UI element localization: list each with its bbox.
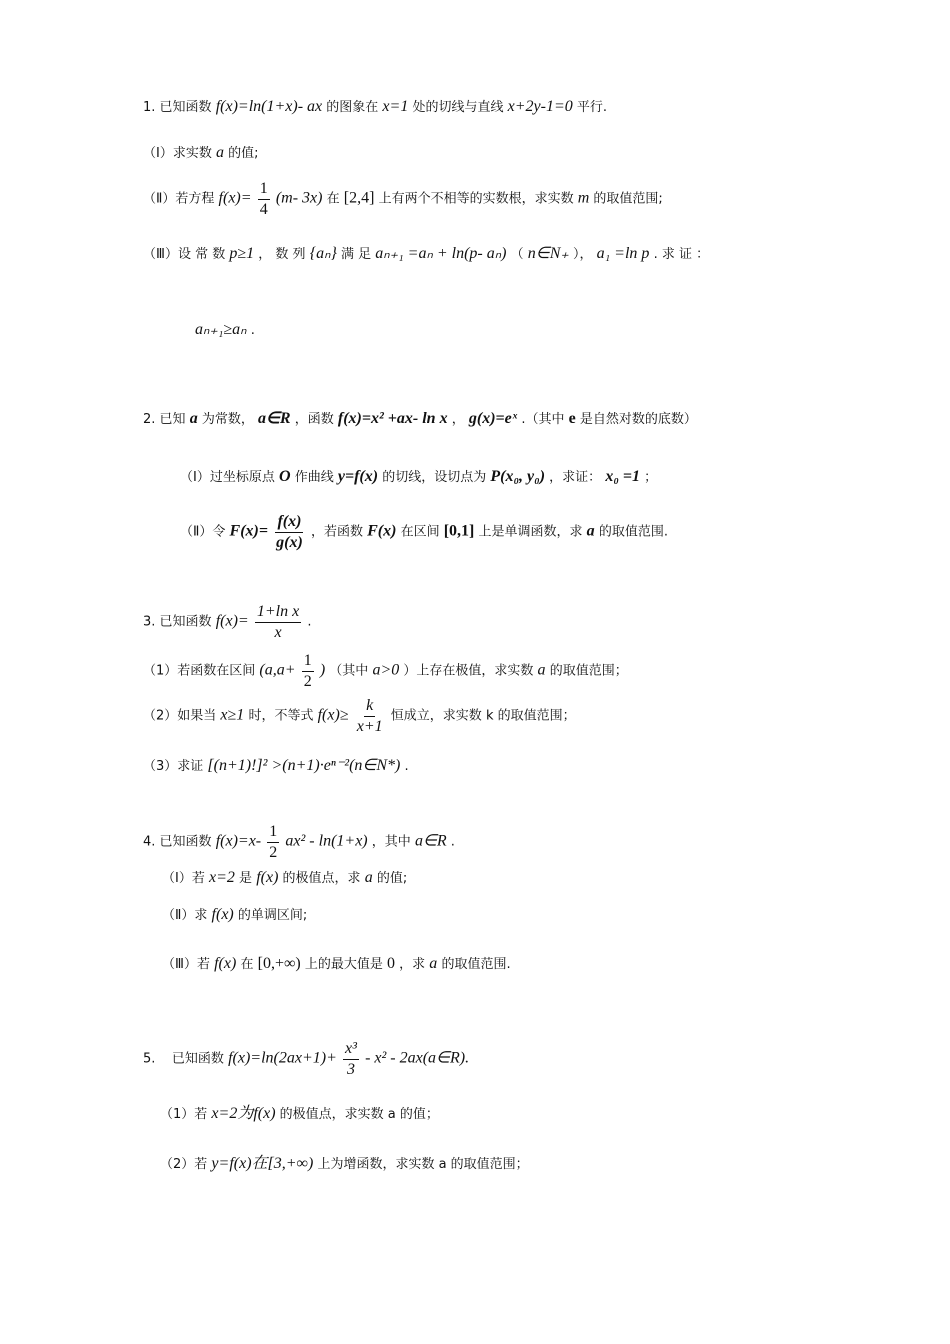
numerator: 1	[258, 180, 270, 200]
formula: aₙ₊₁≥aₙ	[195, 321, 247, 338]
formula: a	[189, 410, 198, 427]
formula: a∈R	[257, 410, 291, 427]
text: 上的最大值是	[304, 957, 383, 972]
text: 是自然对数的底数）	[579, 412, 697, 427]
formula: x=2	[208, 869, 235, 886]
formula: e	[568, 410, 576, 427]
text: 的取值范围；	[497, 708, 576, 724]
formula: y=f(x)在[3,+∞)	[211, 1155, 314, 1172]
text: .	[307, 614, 312, 630]
problem-4-part-2	[162, 907, 307, 923]
text: ，求证：	[549, 470, 602, 485]
text: 时，不等式	[248, 708, 314, 724]
formula: m	[577, 189, 590, 207]
text: ，函数	[294, 412, 334, 427]
formula: a₁ =ln p	[596, 245, 650, 262]
text: .（其中	[521, 412, 565, 427]
formula: f(x)=x-	[215, 832, 262, 850]
formula: [(n+1)!]² >(n+1)·eⁿ⁻²(n∈N*)	[207, 757, 401, 774]
text: （1）若	[160, 1107, 208, 1122]
text: 的单调区间;	[237, 908, 308, 923]
formula: f(x)=x² +ax- ln x	[337, 410, 448, 427]
problem-4-part-1	[162, 870, 407, 886]
text: 在区间	[400, 524, 440, 540]
numerator: 1	[302, 652, 314, 672]
text: 处的切线与直线	[412, 100, 504, 115]
fraction	[274, 513, 305, 551]
text: 的取值范围；	[549, 663, 628, 679]
text: 的取值范围;	[593, 191, 663, 207]
denominator: 2	[269, 843, 278, 861]
text: 为常数，	[201, 412, 254, 427]
text: （Ⅲ）设 常 数	[143, 247, 226, 262]
text: 的极值点，求实数 a 的值；	[279, 1107, 439, 1122]
problem-2-part-1	[180, 469, 657, 485]
text: 2. 已知	[143, 412, 186, 427]
formula: x≥1	[220, 706, 245, 724]
formula: a	[586, 522, 595, 540]
problem-3-part-3	[143, 758, 409, 774]
formula: a>0	[372, 661, 400, 679]
problem-4-stem	[143, 823, 455, 861]
formula: f(x)=ln(1+x)- ax	[215, 98, 323, 115]
fraction	[302, 652, 314, 690]
text: 4. 已知函数	[143, 834, 212, 850]
denominator: 2	[303, 672, 312, 690]
formula: g(x)=eˣ	[468, 410, 518, 427]
denominator: 3	[346, 1060, 355, 1078]
text: 的值;	[228, 146, 259, 161]
text: 作曲线	[294, 470, 334, 485]
text: （Ⅰ）求实数	[143, 146, 212, 161]
text: （Ⅲ）若	[162, 957, 210, 972]
text: 上为增函数，求实数 a 的取值范围；	[317, 1157, 529, 1172]
numerator: f(x)	[275, 513, 303, 533]
text: （	[510, 247, 524, 262]
text: .	[404, 759, 409, 774]
problem-5-stem	[143, 1040, 469, 1078]
formula: a	[537, 661, 546, 679]
formula: f(x)	[211, 906, 234, 923]
formula: n∈N₊	[527, 245, 569, 262]
text: 5. 已知函数	[143, 1051, 224, 1067]
problem-3-part-2	[143, 697, 576, 735]
formula: 0	[387, 955, 395, 972]
text: 恒成立，求实数	[390, 708, 482, 724]
fraction	[255, 603, 301, 641]
text: 是	[239, 871, 253, 886]
formula: x=1	[382, 98, 409, 115]
text: ，若函数	[310, 524, 363, 540]
text: 平行.	[576, 100, 608, 115]
formula: a	[429, 955, 438, 972]
text: 满 足	[341, 247, 372, 262]
text: ）上存在极值，求实数	[403, 663, 534, 679]
formula: x+2y-1=0	[507, 98, 573, 115]
text: （Ⅰ）过坐标原点	[180, 470, 275, 485]
text: k	[485, 708, 494, 724]
denominator: x	[274, 623, 282, 641]
text: 的图象在	[326, 100, 379, 115]
fraction	[258, 180, 270, 218]
text: ），	[572, 247, 593, 262]
formula: F(x)	[367, 522, 397, 540]
problem-3-stem	[143, 603, 311, 641]
formula: (a,a+	[259, 661, 296, 679]
text: ，其中	[371, 834, 411, 850]
formula: (m- 3x)	[275, 189, 323, 207]
problem-1-part-3	[143, 246, 709, 262]
text: 的值;	[376, 871, 408, 886]
fraction	[267, 823, 279, 861]
text: 上是单调函数，求	[478, 524, 583, 540]
formula: f(x)	[214, 955, 237, 972]
text: 的取值范围.	[441, 957, 511, 972]
text: （Ⅰ）若	[162, 871, 205, 886]
fraction	[355, 697, 385, 735]
text: （Ⅱ）若方程	[143, 191, 215, 207]
formula: f(x)=ln(2ax+1)+	[228, 1049, 337, 1067]
problem-2-part-2	[180, 513, 668, 551]
problem-5-part-1	[160, 1106, 439, 1122]
text: 在	[240, 957, 254, 972]
formula: aₙ₊₁ =aₙ + ln(p- aₙ)	[375, 245, 507, 262]
text: 1. 已知函数	[143, 100, 212, 115]
text: 的极值点，求	[282, 871, 361, 886]
denominator: g(x)	[276, 533, 303, 551]
formula: a	[364, 869, 373, 886]
formula: f(x)=	[215, 612, 249, 630]
formula: f(x)	[256, 869, 279, 886]
text: （1）若函数在区间	[143, 663, 256, 679]
formula: )	[319, 661, 326, 679]
text: （2）如果当	[143, 708, 217, 724]
numerator: k	[364, 697, 375, 717]
text: 在	[326, 191, 340, 207]
formula: - x² - 2ax(a∈R).	[365, 1049, 470, 1067]
text: （其中	[329, 663, 369, 679]
denominator: x+1	[356, 717, 383, 735]
problem-2-stem	[143, 411, 697, 427]
formula: f(x)=	[218, 189, 252, 207]
formula: a	[215, 144, 224, 161]
formula: x₀ =1	[605, 468, 641, 485]
text: （2）若	[160, 1157, 208, 1172]
text: 上有两个不相等的实数根，求实数	[378, 191, 574, 207]
text: （Ⅱ）令	[180, 524, 226, 540]
problem-1-part-3-result	[195, 322, 255, 338]
formula: a∈R	[414, 832, 447, 850]
text: ；	[644, 470, 658, 485]
formula: p≥1	[229, 245, 255, 262]
text: 的取值范围.	[598, 524, 668, 540]
formula: y=f(x)	[337, 468, 379, 485]
formula: [2,4]	[343, 189, 375, 207]
text: ，求	[399, 957, 426, 972]
formula: {aₙ}	[309, 245, 337, 262]
problem-5-part-2	[160, 1156, 529, 1172]
text: . 求 证 ：	[653, 247, 710, 262]
denominator: 4	[259, 200, 268, 218]
formula: x=2为f(x)	[211, 1105, 276, 1122]
formula: F(x)=	[229, 522, 268, 540]
numerator: 1	[267, 823, 279, 843]
formula: O	[278, 468, 291, 485]
text: （Ⅱ）求	[162, 908, 208, 923]
text: （3）求证	[143, 759, 204, 774]
text: ，	[451, 412, 465, 427]
formula: [0,1]	[443, 522, 475, 540]
text: 的切线，设切点为	[382, 470, 487, 485]
problem-3-part-1	[143, 652, 628, 690]
formula: [0,+∞)	[257, 955, 301, 972]
problem-1-part-2	[143, 180, 663, 218]
problem-1-stem	[143, 99, 607, 115]
numerator: 1+ln x	[255, 603, 301, 623]
text: .	[250, 323, 255, 338]
formula: P(x₀, y₀)	[490, 468, 546, 485]
numerator: x³	[343, 1040, 359, 1060]
problem-1-part-1	[143, 145, 259, 161]
text: 3. 已知函数	[143, 614, 212, 630]
formula: f(x)≥	[317, 706, 349, 724]
formula: ax² - ln(1+x)	[285, 832, 368, 850]
text: .	[450, 834, 455, 850]
problem-4-part-3	[162, 956, 511, 972]
fraction	[343, 1040, 359, 1078]
text: ， 数 列	[258, 247, 306, 262]
